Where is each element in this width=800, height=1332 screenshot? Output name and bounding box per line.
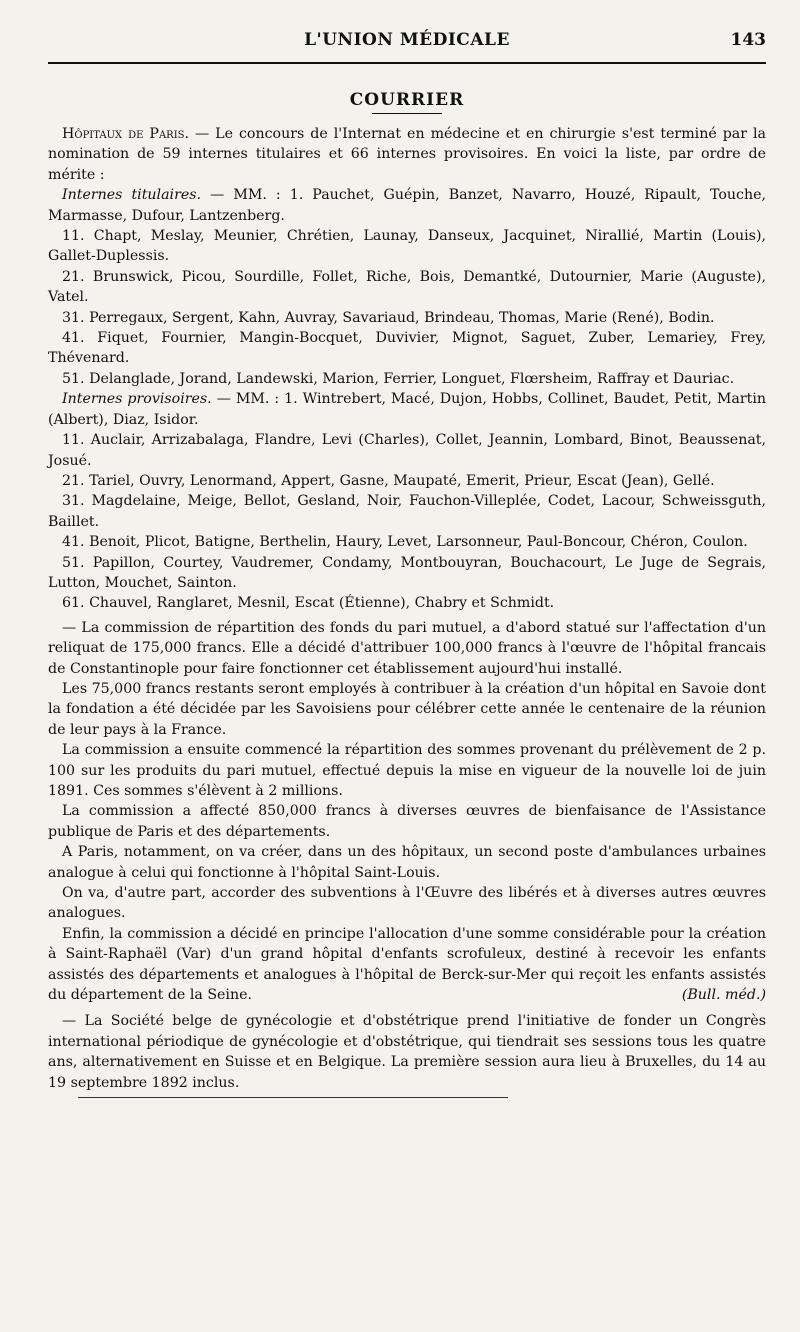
- source-citation: (Bull. méd.): [681, 987, 766, 1004]
- titulaires-group-1: [48, 185, 766, 226]
- congres-section: [48, 1011, 766, 1093]
- provisoires-group-61: 61. Chauvel, Ranglaret, Mesnil, Escat (Étienne), Chabry et Schmidt.: [62, 595, 555, 612]
- provisoires-group-11: 11. Auclair, Arrizabalaga, Flandre, Levi (Charles), Collet, Jeannin, Lombard, Binot, Beaussenat, Josué.: [48, 432, 766, 469]
- titulaires-group-31: 31. Perregaux, Sergent, Kahn, Auvray, Savariaud, Brindeau, Thomas, Marie (René), Bodin.: [62, 309, 715, 326]
- article-body: [48, 124, 766, 1098]
- page-header: [48, 30, 766, 60]
- pari-mutuel-paragraph: Les 75,000 francs restants seront employés à contribuer à la création d'un hôpital en Savoie dont la fondation a été décidée par les Savoisiens pour célébrer cette année le centenaire de la réunion de leur pays à la France.: [48, 680, 766, 738]
- internat-lead-text: — Le concours de l'Internat en médecine et en chirurgie s'est terminé par la nomination de 59 internes titulaires et 66 internes provisoires. En voici la liste, par ordre de mérite :: [48, 126, 767, 183]
- provisoires-group-1: [48, 389, 766, 430]
- journal-page: [48, 30, 766, 1098]
- header-rule: [48, 62, 766, 64]
- provisoires-group-41: 41. Benoit, Plicot, Batigne, Berthelin, Haury, Levet, Larsonneur, Paul-Boncour, Chéron, Coulon.: [62, 534, 748, 551]
- titulaires-label: Internes titulaires.: [62, 187, 202, 204]
- footer-rule: [78, 1097, 508, 1098]
- titulaires-group-11: 11. Chapt, Meslay, Meunier, Chrétien, Launay, Danseux, Jacquinet, Nirallié, Martin (Louis), Gallet-Duplessis.: [48, 228, 766, 265]
- section-title-rule: [372, 113, 442, 114]
- provisoires-names: — MM. : 1. Wintrebert, Macé, Dujon, Hobbs, Collinet, Baudet, Petit, Martin (Albert), Diaz, Isidor.: [48, 391, 767, 428]
- pari-mutuel-section: [48, 618, 766, 1006]
- pari-mutuel-last-paragraph: [48, 924, 766, 1006]
- provisoires-group-31: 31. Magdelaine, Meige, Bellot, Gesland, Noir, Fauchon-Villeplée, Codet, Lacour, Schweissguth, Baillet.: [48, 493, 766, 530]
- pari-mutuel-last-text: Enfin, la commission a décidé en principe l'allocation d'une somme considérable pour la création à Saint-Raphaël (Var) d'un grand hôpital d'enfants scrofuleux, destiné à recevoir les enfants assistés des départements et analogues à l'hôpital de Berck-sur-Mer qui reçoit les enfants assistés du département de la Seine.: [48, 925, 766, 1004]
- titulaires-group-51: 51. Delanglade, Jorand, Landewski, Marion, Ferrier, Longuet, Flœrsheim, Raffray et Dauriac.: [62, 370, 735, 387]
- titulaires-names: — MM. : 1. Pauchet, Guépin, Banzet, Navarro, Houzé, Ripault, Touche, Marmasse, Dufour, Lantzenberg.: [48, 187, 767, 224]
- congres-paragraph: — La Société belge de gynécologie et d'obstétrique prend l'initiative de fonder un Congrès international périodique de gynécologie et d'obstétrique, qui tiendrait ses sessions tous les quatre ans, alternativement en Suisse et en Belgique. La première session aura lieu à Bruxelles, du 14 au 19 septembre 1892 inclus.: [48, 1013, 766, 1091]
- pari-mutuel-paragraph: La commission a ensuite commencé la répartition des sommes provenant du prélèvement de 2 p. 100 sur les produits du pari mutuel, effectué depuis la mise en vigueur de la nouvelle loi de juin 1891. Ces sommes s'élèvent à 2 millions.: [48, 742, 766, 799]
- pari-mutuel-paragraph: A Paris, notamment, on va créer, dans un des hôpitaux, un second poste d'ambulances urbaines analogue à celui qui fonctionne à l'hôpital Saint-Louis.: [48, 844, 766, 881]
- pari-mutuel-paragraph: — La commission de répartition des fonds du pari mutuel, a d'abord statué sur l'affectation d'un reliquat de 175,000 francs. Elle a décidé d'attribuer 100,000 francs à l'œuvre de l'hôpital francais de Constantinople pour faire fonctionner cet établissement aujourd'hui installé.: [48, 619, 766, 677]
- internat-intro: [48, 124, 766, 185]
- titulaires-group-41: 41. Fiquet, Fournier, Mangin-Bocquet, Duvivier, Mignot, Saguet, Zuber, Lemariey, Frey, Thévenard.: [48, 330, 766, 367]
- running-title: L'UNION MÉDICALE: [304, 30, 510, 50]
- provisoires-group-51: 51. Papillon, Courtey, Vaudremer, Condamy, Montbouyran, Bouchacourt, Le Juge de Segrais, Lutton, Mouchet, Sainton.: [48, 554, 766, 591]
- pari-mutuel-paragraph: On va, d'autre part, accorder des subventions à l'Œuvre des libérés et à diverses autres œuvres analogues.: [48, 885, 766, 922]
- provisoires-label: Internes provisoires.: [62, 391, 212, 408]
- page-number: 143: [730, 30, 766, 50]
- pari-mutuel-paragraph: La commission a affecté 850,000 francs à diverses œuvres de bienfaisance de l'Assistance publique de Paris et des départements.: [48, 803, 766, 840]
- provisoires-group-21: 21. Tariel, Ouvry, Lenormand, Appert, Gasne, Maupaté, Emerit, Prieur, Escat (Jean), Gellé.: [62, 472, 715, 489]
- titulaires-group-21: 21. Brunswick, Picou, Sourdille, Follet, Riche, Bois, Demantké, Dutournier, Marie (Auguste), Vatel.: [48, 268, 766, 306]
- internat-lead-label: Hôpitaux de Paris.: [62, 126, 190, 142]
- section-title: COURRIER: [349, 90, 465, 110]
